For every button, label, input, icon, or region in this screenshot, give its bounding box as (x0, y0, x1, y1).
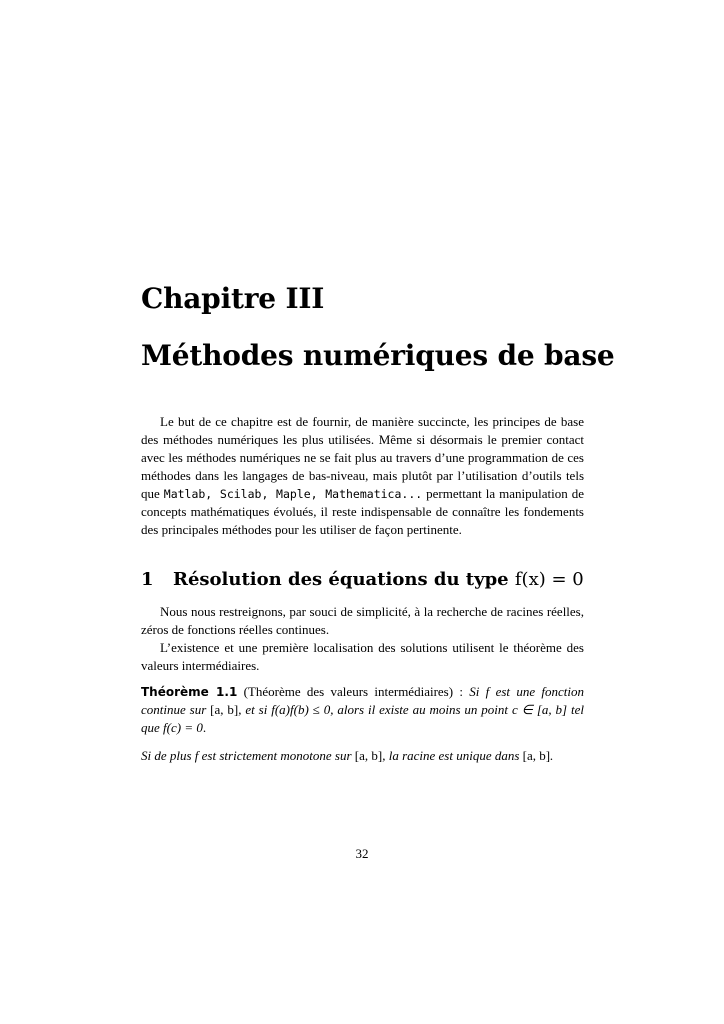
chapter-title: Méthodes numériques de base (141, 339, 615, 372)
intro-paragraph (141, 413, 584, 539)
theorem-remark-1: Si de plus f est strictement monotone sur (141, 748, 355, 763)
theorem-label: Théorème 1.1 (141, 685, 238, 699)
theorem-interval-2: [a, b] (354, 748, 383, 763)
body-paragraph-2: L’existence et une première localisation des solutions utilisent le théorème des valeurs intermédiaires. (141, 640, 584, 673)
intro-tools: Matlab, Scilab, Maple, Mathematica... (163, 487, 423, 501)
intro-block (141, 413, 584, 539)
section-number: 1 (141, 569, 154, 590)
theorem-equation: f(c) = 0 (163, 720, 203, 735)
chapter-number: Chapitre III (141, 282, 325, 315)
section-math: f(x) = 0 (514, 569, 584, 590)
intro-text-1: Le but de ce chapitre est de fournir, de manière succincte, les principes de base des méthodes numériques les plus utilisées. Même si désormais le premier contact avec les méthodes numériques ne se fait plus au travers d’une programmation de ces méthodes dans les langages de bas-niveau, mais plutôt par l’utilisation d’outils tels que (141, 414, 584, 501)
intro-text-2: permettant la manipulation de concepts mathématiques évolués, il reste indispensable de connaître les fondements des principales méthodes pour les utiliser de façon pertinente. (141, 486, 584, 537)
theorem-remark-3: . (550, 748, 554, 763)
theorem-part-4: tel que (141, 702, 584, 735)
theorem-remark-2: , la racine est unique dans (382, 748, 523, 763)
section-heading (141, 568, 584, 592)
theorem-remark (141, 747, 584, 765)
theorem-part-3: , alors il existe au moins un point (330, 702, 512, 717)
theorem-statement (141, 683, 584, 737)
section-title: Résolution des équations du type (173, 569, 515, 590)
page-number: 32 (355, 846, 369, 861)
theorem-point: c ∈ [a, b] (511, 702, 568, 717)
theorem-name: (Théorème des valeurs intermédiaires) : (243, 684, 463, 699)
theorem-part-1: Si f est une fonction continue sur (141, 684, 584, 717)
body-block (141, 603, 584, 675)
theorem-remark-block (141, 747, 584, 765)
theorem-block (141, 683, 584, 737)
theorem-condition: f(a)f(b) ≤ 0 (271, 702, 331, 717)
theorem-interval-3: [a, b] (522, 748, 551, 763)
theorem-interval-1: [a, b] (210, 702, 239, 717)
body-paragraph-1: Nous nous restreignons, par souci de simplicité, à la recherche de racines réelles, zéros de fonctions réelles continues. (141, 604, 584, 637)
theorem-part-2: , et si (238, 702, 272, 717)
theorem-part-5: . (202, 720, 207, 735)
